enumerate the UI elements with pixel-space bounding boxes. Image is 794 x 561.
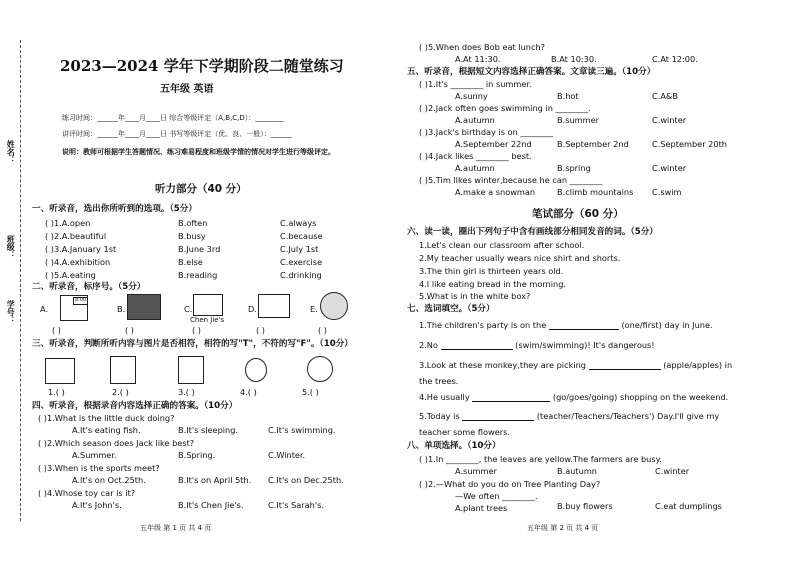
s1-item-5-c: C.drinking	[280, 270, 322, 280]
s5-item-5-c: C.swim	[652, 187, 682, 197]
s8-q1-c: C.winter	[655, 466, 690, 476]
boy-clock-picture	[60, 295, 88, 321]
s7-l3-text-a: 3.Look at these monkey,they are picking	[419, 360, 586, 370]
s7-l3-text-c: the trees.	[419, 376, 459, 386]
t-f-4: 4.( )	[240, 387, 257, 397]
s7-l1-text-b: (one/first) day in June.	[621, 320, 713, 330]
s1-item-3-a: ( )3.A.January 1st	[45, 244, 117, 254]
s7-line-4	[419, 393, 728, 402]
s8-q1-a: A.summer	[455, 466, 497, 476]
q5-question: ( )5.When does Bob eat lunch?	[419, 42, 546, 52]
coin-picture	[320, 292, 348, 320]
s6-line-2: 2.My teacher usually wears nice shirt and shorts.	[419, 253, 621, 263]
s1-item-4-a: ( )4.A.exhibition	[45, 257, 111, 267]
s4-item-2-question: ( )2.Which season does Jack like best?	[38, 438, 195, 448]
section-6-heading: 六、读一读，圈出下列句子中含有画线部分相同发音的词。（5分）	[407, 227, 658, 237]
s8-q2: ( )2.—What do you do on Tree Planting Day?	[419, 479, 601, 489]
tree-planting-picture	[110, 356, 136, 384]
written-heading: 笔试部分（60 分）	[532, 208, 624, 220]
s7-line-1	[419, 321, 713, 330]
s5-item-5-a: A.make a snowman	[455, 187, 536, 197]
s5-item-1-question: ( )1.It's ________ in summer.	[419, 79, 532, 89]
s5-item-4-c: C.winter	[652, 163, 687, 173]
s1-item-3-c: C.July 1st	[280, 244, 319, 254]
s1-item-5-b: B.reading	[178, 270, 218, 280]
answer-paren-a: ( )	[52, 325, 61, 335]
s7-l5-text-b: (teacher/Teachers/Teachers') Day.I'll give my	[536, 411, 720, 421]
s5-item-5-question: ( )5.Tim likes winter,because he can ________	[419, 175, 603, 185]
s5-item-4-question: ( )4.Jack likes ________ best.	[419, 151, 532, 161]
s5-item-3-b: B.September 2nd	[557, 139, 629, 149]
s7-l5-text-a: 5.Today is	[419, 411, 460, 421]
s1-item-1-c: C.always	[280, 218, 317, 228]
s1-item-2-c: C.because	[280, 231, 323, 241]
s7-blank-4[interactable]	[472, 393, 550, 402]
s7-l2-text-b: (swim/swimming)! It's dangerous!	[515, 340, 655, 350]
s6-line-1: 1.Let's clean our classroom after school.	[419, 240, 585, 250]
s8-q2-b: —We often ________.	[455, 491, 538, 501]
s1-item-3-b: B.June 3rd	[178, 244, 221, 254]
s1-item-1-b: B.often	[178, 218, 208, 228]
s5-item-2-b: B.summer	[557, 115, 600, 125]
landscape-picture	[127, 294, 161, 320]
s4-item-1-a: A.It's eating fish.	[72, 425, 141, 435]
note-text: 说明：教师可根据学生答题情况、练习难易程度和班级学情的情况对学生进行等级评定。	[62, 148, 335, 156]
s5-item-2-a: A.autumn	[455, 115, 495, 125]
s4-item-2-b: B.Spring.	[178, 450, 216, 460]
margin-name-label: 姓名：	[6, 140, 16, 164]
section-5-heading: 五、听录音，根据短文内容选择正确答案。文章读三遍。（10分）	[407, 67, 656, 77]
info-row-2: 讲评时间：______年____月____日 书写等级评定（优、良、一般）：______	[62, 130, 292, 138]
calendar-picture	[258, 294, 290, 318]
q5-option-b: B.At 10:30.	[551, 54, 597, 64]
s5-item-3-question: ( )3.Jack's birthday is on ________	[419, 127, 554, 137]
s4-item-4-a: A.It's John's.	[72, 500, 122, 510]
pic-label-e: E.	[310, 304, 318, 314]
pic-label-a: A.	[40, 304, 49, 314]
section-2-heading: 二、听录音，标序号。（5分）	[32, 282, 146, 292]
music-picture	[307, 356, 333, 382]
gloves-picture	[193, 294, 223, 316]
s5-item-4-a: A.autumn	[455, 163, 495, 173]
s7-line-2	[419, 341, 655, 350]
s7-blank-1[interactable]	[549, 321, 619, 330]
s4-item-3-b: B.It's on April 5th.	[178, 475, 252, 485]
binding-line	[20, 40, 21, 521]
s7-blank-3[interactable]	[589, 361, 661, 370]
info-row-1: 练习时间：______年____月____日 综合等级评定（A,B,C,D）：________	[62, 114, 284, 122]
s4-item-4-b: B.It's Chen Jie's.	[178, 500, 244, 510]
snowman-picture	[245, 358, 267, 382]
page-right	[397, 0, 794, 561]
t-f-3: 3.( )	[178, 387, 195, 397]
s4-item-1-question: ( )1.What is the little duck doing?	[38, 413, 175, 423]
t-f-2: 2.( )	[112, 387, 129, 397]
pic-label-c: C.	[184, 304, 193, 314]
margin-class-label: 班级：	[6, 235, 16, 259]
s7-line-5	[419, 412, 719, 421]
footer-right: 五年级 第 2 页 共 4 页	[527, 524, 599, 532]
pic-label-b: B.	[117, 304, 126, 314]
pic-label-d: D.	[248, 304, 257, 314]
s5-item-3-c: C.September 20th	[652, 139, 727, 149]
s5-item-3-a: A.September 22nd	[455, 139, 532, 149]
s8-q2-a: A.plant trees	[455, 503, 508, 513]
s5-item-1-c: C.A&B	[652, 91, 678, 101]
margin-number-label: 学号：	[6, 300, 16, 324]
listening-heading: 听力部分（40 分）	[155, 183, 247, 195]
answer-paren-c: ( )	[192, 325, 201, 335]
q5-option-c: C.At 12:00.	[652, 54, 698, 64]
s7-blank-5[interactable]	[462, 412, 534, 421]
s8-q1: ( )1.In ________, the leaves are yellow.The farmers are busy.	[419, 454, 662, 464]
s7-blank-2[interactable]	[441, 341, 513, 350]
s4-item-4-c: C.It's Sarah's.	[268, 500, 324, 510]
clock-label: 8:00	[75, 297, 87, 303]
answer-paren-d: ( )	[256, 325, 265, 335]
s6-line-3: 3.The thin girl is thirteen years old.	[419, 266, 564, 276]
page-title: 2023—2024 学年下学期阶段二随堂练习	[60, 57, 344, 75]
section-7-heading: 七、选词填空。（5分）	[407, 304, 495, 314]
t-f-5: 5.( )	[302, 387, 319, 397]
s7-l3-text-b: (apple/apples) in	[663, 360, 733, 370]
s4-item-2-c: C.Winter.	[268, 450, 306, 460]
section-1-heading: 一、听录音，选出你所听到的选项。（5分）	[32, 204, 197, 214]
s5-item-5-b: B.climb mountains	[557, 187, 634, 197]
s5-item-2-question: ( )2.Jack often goes swimming in ________.	[419, 103, 591, 113]
q5-option-a: A.At 11:30.	[455, 54, 501, 64]
footer-left: 五年级 第 1 页 共 4 页	[140, 524, 212, 532]
page-subtitle: 五年级 英语	[160, 84, 214, 95]
s5-item-1-a: A.sunny	[455, 91, 488, 101]
s5-item-4-b: B.spring	[557, 163, 591, 173]
s7-l2-text-a: 2.No	[419, 340, 438, 350]
s7-line-3	[419, 361, 732, 370]
s1-item-2-b: B.busy	[178, 231, 206, 241]
s7-l4-text-b: (go/goes/going) shopping on the weekend.	[552, 392, 729, 402]
s5-item-2-c: C.winter	[652, 115, 687, 125]
answer-paren-e: ( )	[318, 325, 327, 335]
s4-item-3-c: C.It's on Dec.25th.	[268, 475, 344, 485]
s4-item-4-question: ( )4.Whose toy car is it?	[38, 488, 136, 498]
section-3-heading: 三、听录音，判断所听内容与图片是否相符，相符的写"T"，不符的写"F"。（10分）	[32, 339, 353, 349]
s6-line-5: 5.What is in the white box?	[419, 291, 531, 301]
s1-item-4-b: B.else	[178, 257, 203, 267]
s6-line-4: 4.I like eating bread in the morning.	[419, 279, 566, 289]
s4-item-2-a: A.Summer.	[72, 450, 117, 460]
s7-l5-text-c: teacher some flowers.	[419, 427, 510, 437]
reading-boy-picture	[45, 358, 75, 384]
s1-item-4-c: C.exercise	[280, 257, 323, 267]
s5-item-1-b: B.hot	[557, 91, 579, 101]
s4-item-1-b: B.It's sleeping.	[178, 425, 239, 435]
s1-item-5-a: ( )5.A.eating	[45, 270, 96, 280]
t-f-1: 1.( )	[48, 387, 65, 397]
s4-item-3-question: ( )3.When is the sports meet?	[38, 463, 160, 473]
s7-l4-text-a: 4.He usually	[419, 392, 470, 402]
s8-q1-b: B.autumn	[557, 466, 597, 476]
section-8-heading: 八、单项选择。（10分）	[407, 441, 501, 451]
s1-item-2-a: ( )2.A.beautiful	[45, 231, 107, 241]
s8-q2-c: C.eat dumplings	[655, 501, 722, 511]
answer-paren-b: ( )	[125, 325, 134, 335]
s4-item-1-c: C.It's swimming.	[268, 425, 336, 435]
s4-item-3-a: A.It's on Oct.25th.	[72, 475, 146, 485]
gloves-caption: Chen Jie's	[190, 316, 225, 324]
s1-item-1-a: ( )1.A.open	[45, 218, 91, 228]
eating-boy-picture	[178, 356, 204, 384]
s7-l1-text-a: 1.The children's party is on the	[419, 320, 547, 330]
s8-q2-b-opt: B.buy flowers	[557, 501, 613, 511]
section-4-heading: 四、听录音，根据录音内容选择正确的答案。（10分）	[32, 401, 238, 411]
